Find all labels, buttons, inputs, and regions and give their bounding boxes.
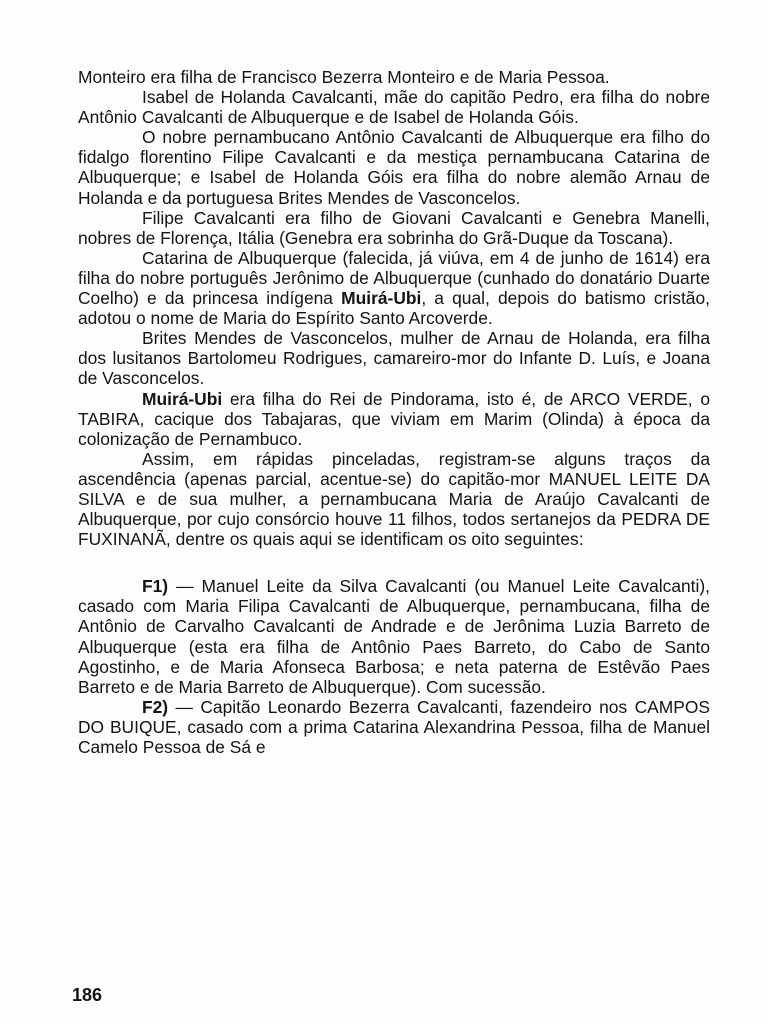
entry-label: F2) xyxy=(142,696,169,717)
paragraph: Brites Mendes de Vasconcelos, mulher de Arnau de Holanda, era filha dos lusitanos Bartolomeu Rodrigues, camareiro-mor do Infante D. Luís, e Joana de Vasconcelos. xyxy=(78,328,710,389)
genealogy-entry xyxy=(78,576,710,697)
paragraph: Isabel de Holanda Cavalcanti, mãe do capitão Pedro, era filha do nobre Antônio Cavalcanti de Albuquerque e de Isabel de Holanda Góis. xyxy=(78,87,710,128)
spacer xyxy=(78,549,710,576)
page-number: 186 xyxy=(72,985,103,1005)
genealogy-entry xyxy=(78,697,710,757)
paragraph-text: Catarina de Albuquerque (falecida, já viúva, em 4 de junho de 1614) era filha do nobre português Jerônimo de Albuquerque (cunhado do donatário Duarte Coelho) e da princesa indígena xyxy=(78,247,710,309)
body-text xyxy=(78,67,710,757)
paragraph: Monteiro era filha de Francisco Bezerra Monteiro e de Maria Pessoa. xyxy=(78,67,610,87)
paragraph-text: , a qual, depois do batismo cristão, adotou o nome de Maria do Espírito Santo Arcoverde. xyxy=(78,288,710,329)
bold-name: Muirá-Ubi xyxy=(142,388,223,409)
paragraph xyxy=(78,389,710,449)
entry-dash: — xyxy=(168,696,201,717)
bold-name: Muirá-Ubi xyxy=(341,288,422,309)
entry-dash: — xyxy=(168,576,202,597)
entry-text: Capitão Leonardo Bezerra Cavalcanti, fazendeiro nos CAMPOS DO BUIQUE, casado com a prima Catarina Alexandrina Pessoa, filha de Manuel Camelo Pessoa de Sá e xyxy=(78,696,710,757)
paragraph xyxy=(78,248,710,328)
entry-label: F1) xyxy=(142,576,169,597)
paragraph: O nobre pernambucano Antônio Cavalcanti de Albuquerque era filho do fidalgo florentino Filipe Cavalcanti e da mestiça pernambucana Catarina de Albuquerque; e Isabel de Holanda Góis era filha do nobre alemão Arnau de Holanda e da portuguesa Brites Mendes de Vasconcelos. xyxy=(78,127,710,208)
paragraph-text: era filha do Rei de Pindorama, isto é, de ARCO VERDE, o TABIRA, cacique dos Tabajaras, que viviam em Marim (Olinda) à época da colonização de Pernambuco. xyxy=(78,388,710,449)
paragraph: Filipe Cavalcanti era filho de Giovani Cavalcanti e Genebra Manelli, nobres de Florença, Itália (Genebra era sobrinha do Grã-Duque da Toscana). xyxy=(78,207,710,248)
entry-text: Manuel Leite da Silva Cavalcanti (ou Manuel Leite Cavalcanti), casado com Maria Filipa Cavalcanti de Albuquerque, pernambucana, filha de Antônio de Carvalho Cavalcanti de Andrade e de Jerônima Luzia Barreto de Albuquerque (esta era filha de Antônio Paes Barreto, do Cabo de Santo Agostinho, e de Maria Afonseca Barbosa; e neta paterna de Estêvão Paes Barreto e de Maria Barreto de Albuquerque). Com sucessão. xyxy=(78,576,710,697)
paragraph: Assim, em rápidas pinceladas, registram-se alguns traços da ascendência (apenas parcial, acentue-se) do capitão-mor MANUEL LEITE DA SILVA e de sua mulher, a pernambucana Maria de Araújo Cavalcanti de Albuquerque, por cujo consórcio houve 11 filhos, todos sertanejos da PEDRA DE FUXINANÃ, dentre os quais aqui se identificam os oito seguintes: xyxy=(78,448,710,550)
